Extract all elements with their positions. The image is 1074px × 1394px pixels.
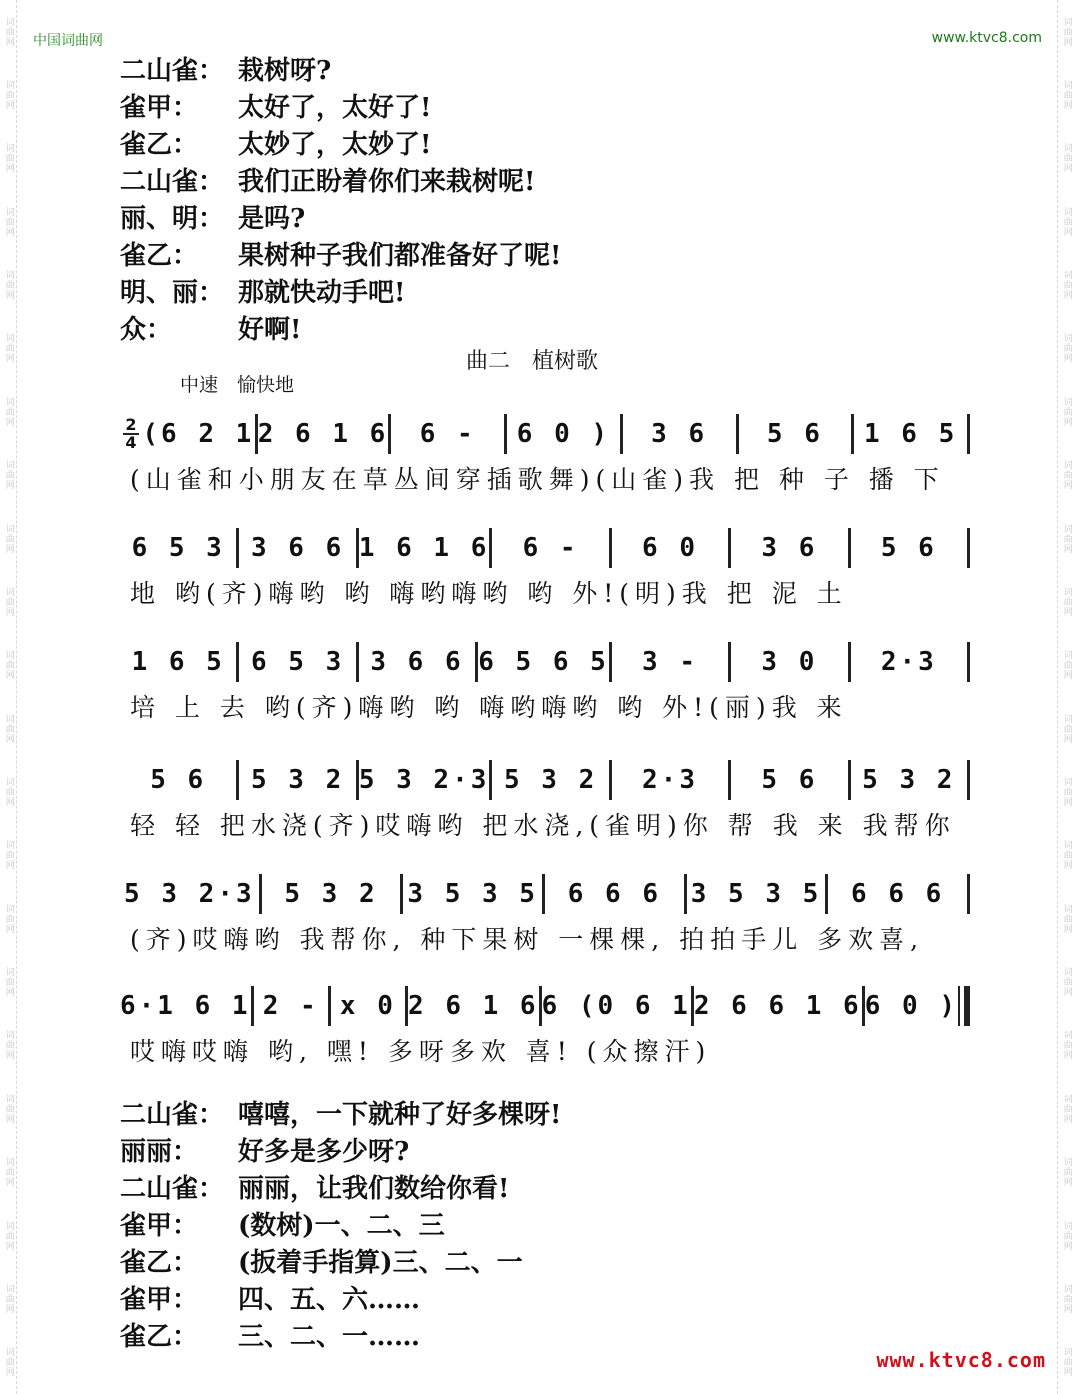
measure: x 0 [339,991,396,1021]
speaker: 雀甲： [120,1211,199,1241]
measure: 5 3 2·3 [124,879,255,909]
measure: 6 - [522,533,579,563]
watermark-side-text: 词曲网 [3,650,14,681]
time-sig-bottom: 4 [123,433,139,451]
line-text: (扳着手指算)三、二、一 [238,1248,523,1278]
measure: 5 3 2 [862,765,956,795]
dialogue-line [120,272,561,309]
measure: 2 6 1 6 [408,991,539,1021]
footer-watermark-url: www.ktvc8.com [876,1348,1046,1372]
measure: 5 6 [766,419,823,449]
measure: 3 - [642,647,698,677]
measure: 6 0 [642,533,698,563]
lyric-line: 轻 轻 把水浇(齐)哎嗨哟 把水浇,(雀明)你 帮 我 来 我帮你 [130,811,956,840]
measure: 5 6 [150,765,207,795]
dialogue-line [120,198,561,235]
lyric-line: 地 哟(齐)嗨哟 哟 嗨哟嗨哟 哟 外!(明)我 把 泥 土 [130,579,848,608]
watermark-side-text: 词曲网 [3,1157,14,1188]
bar-line [967,642,970,682]
watermark-side-text: 词曲网 [3,80,14,111]
dialogue-bottom [120,1094,561,1353]
score-line-4 [120,724,990,842]
measure: 3 0 [761,647,818,677]
watermark-side-text: 词曲网 [3,967,14,998]
watermark-side-text: 词曲网 [3,206,14,237]
watermark-side-text: 词曲网 [3,1220,14,1251]
measure: 2 6 1 6 [257,419,389,449]
dialogue-line [120,161,561,198]
measure: 6 0 ) [864,991,958,1021]
speaker: 二山雀： [120,56,225,86]
site-url-header: www.ktvc8.com [931,30,1042,46]
song-title: 曲二 植树歌 [466,349,599,374]
dialogue-line [120,1131,561,1168]
line-text: 栽树呀? [238,56,332,86]
measure: 6 6 6 [851,879,945,909]
bar-line [967,414,970,454]
measure: 1 6 5 [131,647,225,677]
watermark-side-text: 词曲网 [1061,1283,1072,1314]
notation-row [120,640,970,684]
watermark-side-text: 词曲网 [3,903,14,934]
line-text: 果树种子我们都准备好了呢! [238,241,562,271]
final-double-bar [958,986,970,1026]
line-text: 太妙了，太妙了! [238,130,432,160]
dialogue-line [120,1242,561,1279]
watermark-side-text: 词曲网 [1061,967,1072,998]
watermark-side-text: 词曲网 [3,523,14,554]
watermark-side-text: 词曲网 [3,460,14,491]
watermark-side-text: 词曲网 [1061,776,1072,807]
line-text: 好啊! [238,315,302,345]
notation-row [120,984,970,1028]
dialogue-line [120,124,561,161]
score-line-1 [120,378,990,496]
measure: 3 6 6 [250,533,345,563]
lyric-line: (山雀和小朋友在草丛间穿插歌舞)(山雀)我 把 种 子 播 下 [130,465,945,494]
measure: 3 5 3 5 [690,879,822,909]
left-watermark-strip [0,0,17,1394]
measure: 5 3 2 [250,765,345,795]
dialogue-line [120,1316,561,1353]
line-text: 嘻嘻，一下就种了好多棵呀! [238,1100,562,1130]
measure: 5 6 [880,533,937,563]
measure: 1 6 5 [863,419,958,449]
watermark-side-text: 词曲网 [1061,206,1072,237]
watermark-side-text: 词曲网 [1061,1347,1072,1378]
line-text: 丽丽，让我们数给你看! [238,1174,510,1204]
speaker: 丽丽： [120,1137,199,1167]
lyric-line: 哎嗨哎嗨 哟, 嘿! 多呀多欢 喜! (众擦汗) [130,1037,712,1066]
watermark-side-text: 词曲网 [1061,270,1072,301]
lyric-line: (齐)哎嗨哟 我帮你, 种下果树 一棵棵, 拍拍手儿 多欢喜, [130,925,925,954]
line-text: 四、五、六…… [238,1285,421,1315]
watermark-side-text: 词曲网 [1061,903,1072,934]
watermark-side-text: 词曲网 [1061,713,1072,744]
speaker: 雀乙： [120,1248,199,1278]
line-text: 太好了，太好了! [238,93,432,123]
speaker: 众： [120,315,173,345]
watermark-side-text: 词曲网 [1061,840,1072,871]
measure: 5 3 2 [284,879,378,909]
speaker: 雀乙： [120,130,199,160]
watermark-side-text: 词曲网 [3,396,14,427]
measure: 6 5 3 [131,533,225,563]
watermark-side-text: 词曲网 [3,1093,14,1124]
measure: 6 (0 6 1 [541,991,691,1021]
watermark-side-text: 词曲网 [3,1283,14,1314]
dialogue-line [120,1279,561,1316]
speaker: 雀甲： [120,1285,199,1315]
time-sig-top: 2 [125,415,137,434]
dialogue-top [120,50,561,346]
dialogue-line [120,1094,561,1131]
watermark-side-text: 词曲网 [1061,16,1072,47]
score-line-3 [120,606,990,724]
speaker: 二山雀： [120,1100,225,1130]
watermark-side-text: 词曲网 [1061,396,1072,427]
dialogue-line [120,50,561,87]
watermark-side-text: 词曲网 [3,143,14,174]
watermark-side-text: 词曲网 [1061,1030,1072,1061]
dialogue-line [120,309,561,346]
measure: 6 0 ) [516,419,611,449]
measure: 2·3 [642,765,698,795]
watermark-side-text: 词曲网 [1061,80,1072,111]
bar-line [967,528,970,568]
measure: 5 3 2 [503,765,598,795]
speaker: 雀乙： [120,241,199,271]
measure: (6 2 1 [142,419,255,449]
line-text: 是吗? [238,204,306,234]
bar-line [967,760,970,800]
dialogue-line [120,235,561,272]
measure: 3 5 3 5 [407,879,538,909]
watermark-side-text: 词曲网 [3,1347,14,1378]
measure: 6 - [419,419,476,449]
speaker: 二山雀： [120,167,225,197]
watermark-side-text: 词曲网 [1061,143,1072,174]
speaker: 二山雀： [120,1174,225,1204]
line-text: 三、二、一…… [238,1322,421,1352]
watermark-side-text: 词曲网 [3,586,14,617]
watermark-side-text: 词曲网 [1061,650,1072,681]
dialogue-line [120,1168,561,1205]
watermark-side-text: 词曲网 [1061,333,1072,364]
measure: 5 3 2·3 [358,765,490,795]
watermark-side-text: 词曲网 [3,776,14,807]
thin-bar [958,986,960,1026]
measure: 3 6 [651,419,708,449]
lyric-line: 培 上 去 哟(齐)嗨哟 哟 嗨哟嗨哟 哟 外!(丽)我 来 [130,693,848,722]
watermark-side-text: 词曲网 [1061,1093,1072,1124]
watermark-side-text: 词曲网 [1061,460,1072,491]
watermark-side-text: 词曲网 [1061,1220,1072,1251]
watermark-side-text: 词曲网 [3,333,14,364]
speaker: 雀甲： [120,93,199,123]
measure: 6 5 3 [250,647,345,677]
measure: 2 - [262,991,319,1021]
line-text: (数树)一、二、三 [238,1211,445,1241]
measure: 2 6 6 1 6 [693,991,862,1021]
right-watermark-strip [1057,0,1074,1394]
measure: 6 5 6 5 [478,647,609,677]
notation-row [120,526,970,570]
thick-bar [964,986,970,1026]
speaker: 明、丽： [120,278,225,308]
speaker: 丽、明： [120,204,225,234]
watermark-side-text: 词曲网 [3,1030,14,1061]
score-line-2 [120,492,990,610]
measure: 2·3 [880,647,937,677]
measure: 3 6 6 [370,647,464,677]
watermark-side-text: 词曲网 [3,840,14,871]
notation-row [120,758,970,802]
notation-row [120,872,970,916]
time-signature [120,417,142,451]
line-text: 好多是多少呀? [238,1137,410,1167]
measure: 1 6 1 6 [358,533,490,563]
watermark-side-text: 词曲网 [3,16,14,47]
watermark-side-text: 词曲网 [1061,586,1072,617]
watermark-side-text: 词曲网 [3,713,14,744]
measure: 6·1 6 1 [120,991,251,1021]
bar-line [967,874,970,914]
watermark-side-text: 词曲网 [3,270,14,301]
dialogue-line [120,1205,561,1242]
score-line-5 [120,838,990,956]
notation-row [120,412,970,456]
site-name-header: 中国词曲网 [33,33,103,49]
measure: 5 6 [761,765,818,795]
dialogue-line [120,87,561,124]
score-line-6 [120,950,990,1068]
watermark-side-text: 词曲网 [1061,1157,1072,1188]
line-text: 我们正盼着你们来栽树呢! [238,167,536,197]
line-text: 那就快动手吧! [238,278,406,308]
speaker: 雀乙： [120,1322,199,1352]
watermark-side-text: 词曲网 [1061,523,1072,554]
measure: 3 6 [761,533,818,563]
measure: 6 6 6 [567,879,661,909]
tempo-marking: 中速 愉快地 [180,374,295,396]
